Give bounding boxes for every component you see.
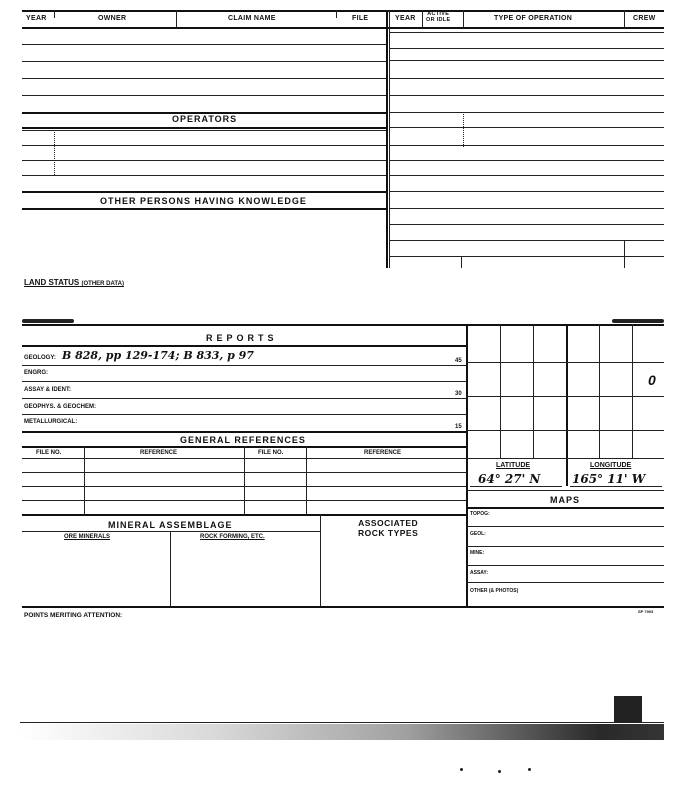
table-row xyxy=(389,175,664,176)
land-status-label: LAND STATUS (OTHER DATA) xyxy=(24,278,124,287)
mineral-assemblage-title: MINERAL ASSEMBLAGE xyxy=(108,520,233,530)
header-bottom-border xyxy=(22,27,664,29)
table-row xyxy=(389,112,664,113)
report-label-assay: ASSAY & IDENT: xyxy=(24,387,72,393)
longitude-value: 165° 11' W xyxy=(572,472,646,486)
latitude-label: LATITUDE xyxy=(496,462,531,469)
maps-title: MAPS xyxy=(550,495,581,505)
geology-value: B 828, pp 129-174; B 833, p 97 xyxy=(62,349,254,362)
table-row xyxy=(389,95,664,96)
reports-title: REPORTS xyxy=(206,333,278,343)
rock-forming-label: ROCK FORMING, ETC. xyxy=(200,534,265,540)
form-number: SP 7903 xyxy=(638,609,654,614)
table-row xyxy=(22,78,386,79)
report-label-engrg: ENGRG: xyxy=(24,370,48,376)
map-label-mine: MINE: xyxy=(470,550,485,556)
table-row xyxy=(389,240,664,241)
other-persons-label: OTHER PERSONS HAVING KNOWLEDGE xyxy=(100,196,307,206)
table-row xyxy=(22,44,386,45)
reports-bottom-border xyxy=(22,606,664,608)
table-row xyxy=(389,145,664,146)
table-row xyxy=(389,127,664,128)
table-row xyxy=(389,256,664,257)
table-row xyxy=(22,175,386,176)
header-active-idle: ACTIVE OR IDLE xyxy=(426,11,451,23)
grid-mark: 0 xyxy=(648,372,656,388)
header-claim-name: CLAIM NAME xyxy=(228,15,276,22)
table-row xyxy=(389,160,664,161)
report-label-geophys: GEOPHYS. & GEOCHEM: xyxy=(24,404,97,410)
table-row xyxy=(389,224,664,225)
center-divider xyxy=(386,10,388,268)
table-row xyxy=(389,208,664,209)
gen-ref-col-file-no: FILE NO. xyxy=(36,450,62,456)
general-references-title: GENERAL REFERENCES xyxy=(180,435,306,445)
header-owner: OWNER xyxy=(98,15,127,22)
map-label-geol: GEOL: xyxy=(470,531,486,537)
points-meriting-attention: POINTS MERITING ATTENTION: xyxy=(24,612,123,619)
table-row xyxy=(22,61,386,62)
report-label-geology: GEOLOGY: xyxy=(24,355,56,361)
header-type-of-operation: TYPE OF OPERATION xyxy=(494,15,573,22)
gen-ref-col-reference-2: REFERENCE xyxy=(364,450,402,456)
header-year-2: YEAR xyxy=(395,15,416,22)
table-row xyxy=(389,78,664,79)
gen-ref-col-file-no-2: FILE NO. xyxy=(258,450,284,456)
table-row xyxy=(389,48,664,49)
table-row xyxy=(22,145,386,146)
operators-label: OPERATORS xyxy=(172,114,238,124)
gen-ref-col-reference: REFERENCE xyxy=(140,450,178,456)
table-row xyxy=(22,160,386,161)
longitude-label: LONGITUDE xyxy=(590,462,632,469)
header-crew: CREW xyxy=(633,15,656,22)
map-label-topog: TOPOG: xyxy=(470,511,490,517)
table-row xyxy=(22,95,386,96)
header-file: FILE xyxy=(352,15,369,22)
header-year: YEAR xyxy=(26,15,47,22)
associated-rock-types-label: ASSOCIATED ROCK TYPES xyxy=(358,518,419,538)
top-border xyxy=(22,10,664,12)
report-label-metallurgical: METALLURGICAL: xyxy=(24,419,78,425)
map-label-other: OTHER (& PHOTOS) xyxy=(470,588,519,594)
latitude-value: 64° 27' N xyxy=(478,472,541,486)
table-row xyxy=(389,60,664,61)
table-row xyxy=(389,191,664,192)
ore-minerals-label: ORE MINERALS xyxy=(64,534,111,540)
map-label-assay: ASSAY: xyxy=(470,570,489,576)
